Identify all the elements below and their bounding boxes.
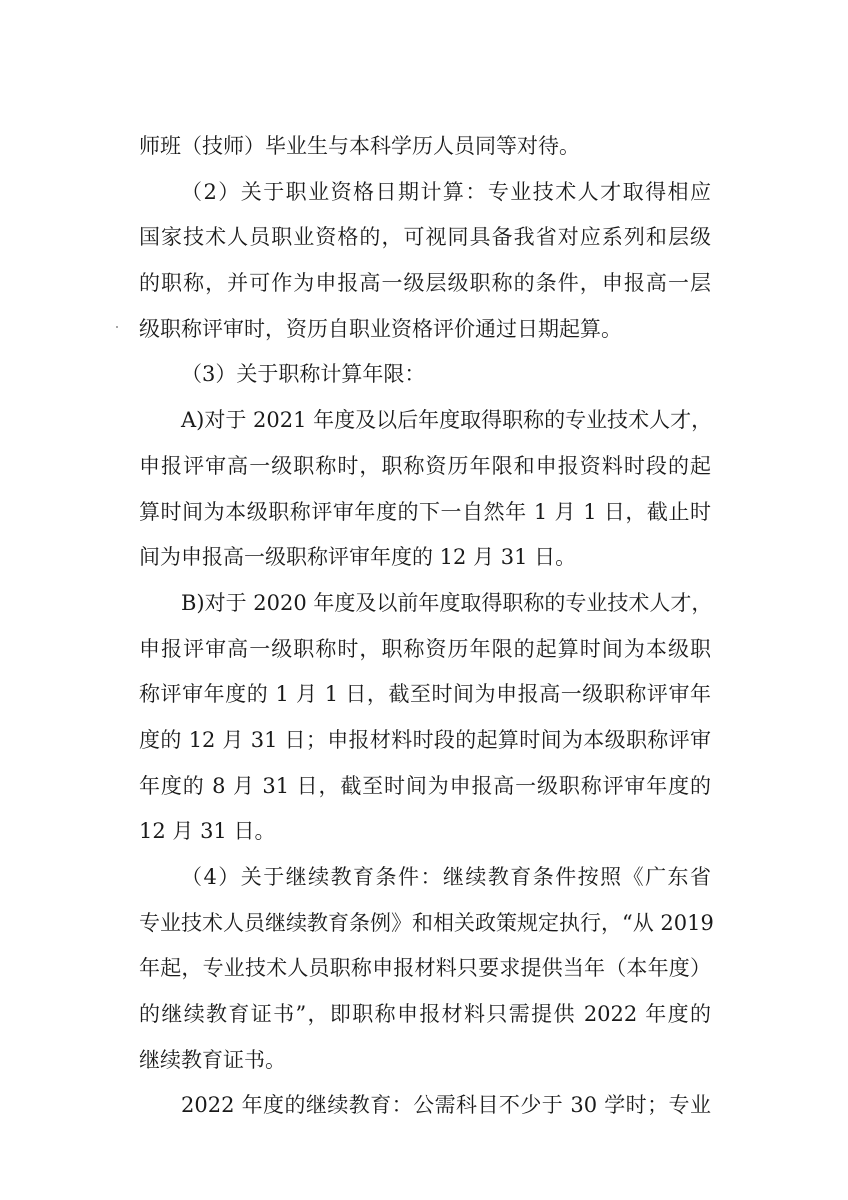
text-line: 称评审年度的 1 月 1 日，截至时间为申报高一级职称评审年 [139, 682, 711, 707]
text-line: 算时间为本级职称评审年度的下一自然年 1 月 1 日，截止时 [139, 499, 711, 524]
text-line: 年起，专业技术人员职称申报材料只要求提供当年（本年度） [139, 956, 711, 981]
text-line: 国家技术人员职业资格的，可视同具备我省对应系列和层级 [139, 225, 711, 250]
text-line: 继续教育证书。 [139, 1047, 286, 1072]
text-line: （4）关于继续教育条件：继续教育条件按照《广东省 [181, 865, 711, 889]
text-line: （2）关于职业资格日期计算：专业技术人才取得相应 [181, 179, 711, 204]
text-line: 级职称评审时，资历自职业资格评价通过日期起算。 [139, 316, 622, 341]
text-line: 的继续教育证书”，即职称申报材料只需提供 2022 年度的 [139, 1002, 711, 1027]
text-line: 师班（技师）毕业生与本科学历人员同等对待。 [139, 134, 580, 158]
text-line: 2022 年度的继续教育：公需科目不少于 30 学时；专业 [181, 1093, 711, 1118]
text-line: B)对于 2020 年度及以前年度取得职称的专业技术人才， [181, 590, 713, 615]
text-line: 度的 12 月 31 日；申报材料时段的起算时间为本级职称评审 [139, 727, 711, 752]
body-text [139, 124, 714, 1129]
text-line: 的职称，并可作为申报高一级层级职称的条件，申报高一层 [139, 271, 711, 296]
text-line: 12 月 31 日。 [139, 819, 276, 844]
text-line: 申报评审高一级职称时，职称资历年限的起算时间为本级职 [139, 636, 711, 661]
text-line: 间为申报高一级职称评审年度的 12 月 31 日。 [139, 545, 577, 570]
scan-speck [116, 326, 118, 328]
text-line: 专业技术人员继续教育条例》和相关政策规定执行，“从 2019 [139, 910, 714, 935]
text-line: A)对于 2021 年度及以后年度取得职称的专业技术人才， [181, 408, 713, 433]
text-line: 年度的 8 月 31 日，截至时间为申报高一级职称评审年度的 [139, 773, 711, 798]
text-line: （3）关于职称计算年限： [181, 362, 426, 387]
text-line: 申报评审高一级职称时，职称资历年限和申报资料时段的起 [139, 453, 711, 478]
